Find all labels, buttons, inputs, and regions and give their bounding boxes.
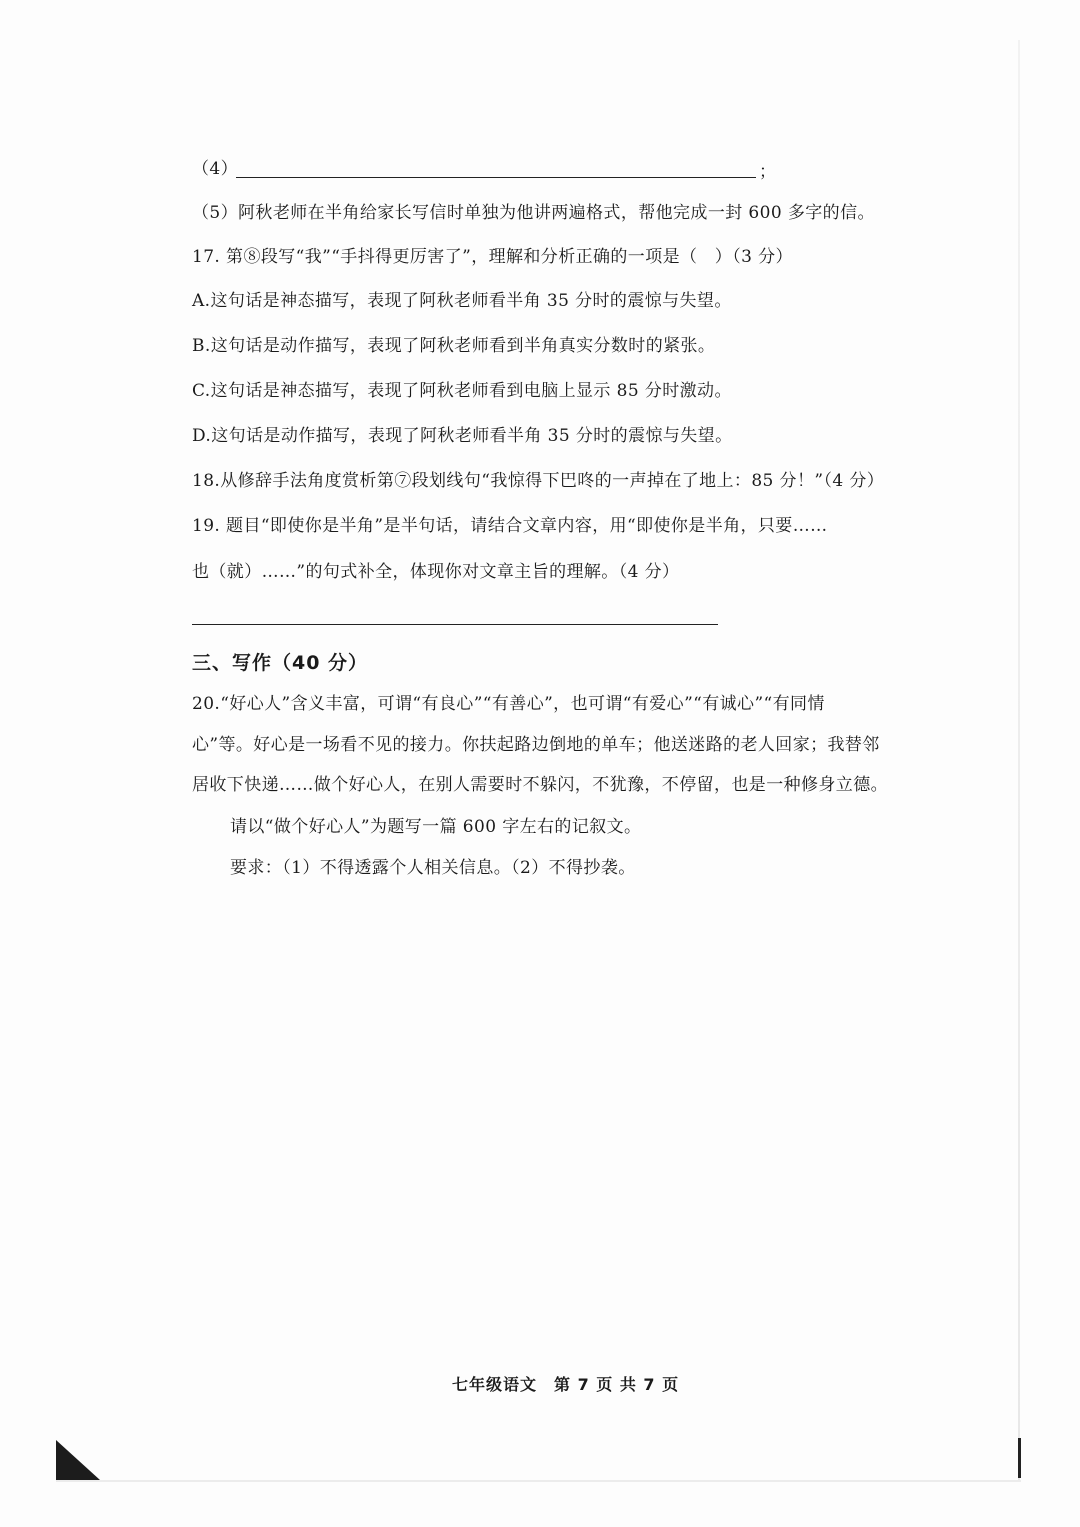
answer-item-4-end: ； [759,162,776,182]
folded-corner [56,1440,100,1480]
page-footer: 七年级语文 第 7 页 共 7 页 [452,1375,680,1394]
page-edge-right [1018,40,1020,1480]
answer-blank-4[interactable] [236,177,756,178]
question-17-option-d: D.这句话是动作描写，表现了阿秋老师看半角 35 分时的震惊与失望。 [192,426,733,446]
question-20-requirements: 要求：（1）不得透露个人相关信息。（2）不得抄袭。 [230,858,636,878]
section-3-title: 三、写作（40 分） [192,652,369,674]
question-20-line-2: 心”等。好心是一场看不见的接力。你扶起路边倒地的单车；他送迷路的老人回家；我替邻 [192,735,880,755]
page-edge-bottom [56,1480,1021,1482]
answer-blank-19[interactable] [192,624,718,625]
question-19-line-2: 也（就）……”的句式补全，体现你对文章主旨的理解。（4 分） [192,562,680,582]
answer-item-5: （5）阿秋老师在半角给家长写信时单独为他讲两遍格式，帮他完成一封 600 多字的信。 [192,203,875,223]
question-17-option-c: C.这句话是神态描写，表现了阿秋老师看到电脑上显示 85 分时激动。 [192,381,732,401]
question-18-stem: 18.从修辞手法角度赏析第⑦段划线句“我惊得下巴咚的一声掉在了地上：85 分！”（4 分） [192,471,885,491]
question-20-line-3: 居收下快递……做个好心人，在别人需要时不躲闪，不犹豫，不停留，也是一种修身立德。 [192,775,888,795]
scan-edge-mark [1018,1438,1021,1478]
question-19-line-1: 19. 题目“即使你是半角”是半句话，请结合文章内容，用“即使你是半角，只要…… [192,516,828,536]
question-20-prompt: 请以“做个好心人”为题写一篇 600 字左右的记叙文。 [230,817,642,837]
question-17-stem: 17. 第⑧段写“我”“手抖得更厉害了”，理解和分析正确的一项是（ ）（3 分） [192,247,793,267]
question-17-option-b: B.这句话是动作描写，表现了阿秋老师看到半角真实分数时的紧张。 [192,336,716,356]
question-20-line-1: 20.“好心人”含义丰富，可谓“有良心”“有善心”，也可谓“有爱心”“有诚心”“有同情 [192,694,825,714]
question-17-option-a: A.这句话是神态描写，表现了阿秋老师看半角 35 分时的震惊与失望。 [192,291,732,311]
answer-item-4-label: （4） [192,159,239,179]
